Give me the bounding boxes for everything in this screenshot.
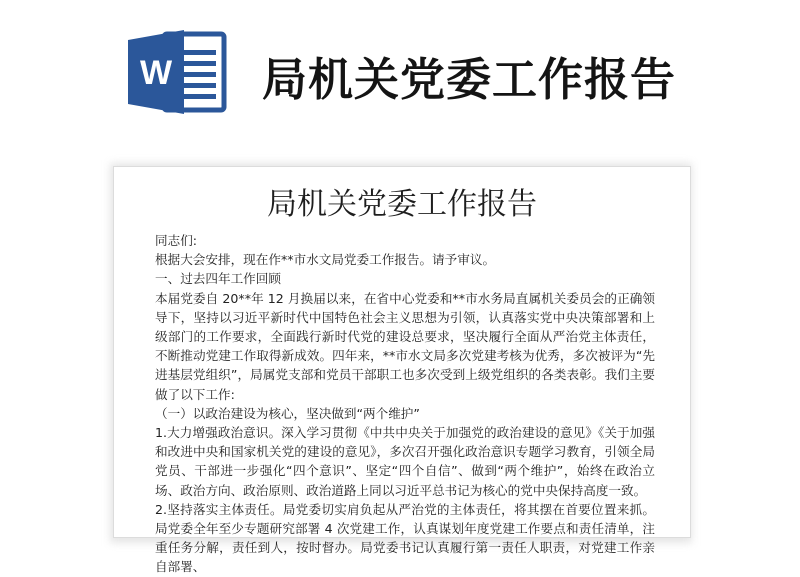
paragraph-item-1: 1.大力增强政治意识。深入学习贯彻《中共中央关于加强党的政治建设的意见》《关于加强和改进中央和国家机关党的建设的意见》，多次召开强化政治意识专题学习教育，引领全局党员、干部进一步强化“四个意识”、坚定“四个自信”、做到“两个维护”，始终在政治立场、政治方向、政治原则、政治道路上同以习近平总书记为核心的党中央保持高度一致。: [155, 425, 655, 498]
word-document-icon: [128, 30, 228, 114]
paragraph-intro: 根据大会安排，现在作**市水文局党委工作报告。请予审议。: [155, 252, 496, 268]
page-title: 局机关党委工作报告: [262, 53, 677, 106]
document-title: 局机关党委工作报告: [267, 187, 537, 222]
section-heading: 一、过去四年工作回顾: [155, 271, 281, 287]
paragraph-item-2: 2.坚持落实主体责任。局党委切实肩负起从严治党的主体责任，将其摆在首要位置来抓。局党委全年至少专题研究部署 4 次党建工作，认真谋划年度党建工作要点和责任清单，注重任务分解，责任到人，按时督办。局党委书记认真履行第一责任人职责，对党建工作亲自部署、: [155, 501, 655, 575]
subsection-heading: （一）以政治建设为核心，坚决做到“两个维护”: [155, 405, 420, 421]
paragraph-greeting: 同志们:: [155, 233, 198, 248]
header: [0, 0, 800, 150]
paragraph-review: 本届党委自 20**年 12 月换届以来，在省中心党委和**市水务局直属机关委员会的正确领导下，坚持以习近平新时代中国特色社会主义思想为引领，认真落实党中央决策部署和上级部门的工作要求，全面践行新时代党的建设总要求，坚决履行全面从严治党主体责任，不断推动党建工作取得新成效。四年来，**市水文局多次党建考核为优秀，多次被评为“先进基层党组织”，局属党支部和党员干部职工也多次受到上级党组织的各类表彰。我们主要做了以下工作:: [155, 290, 655, 402]
document-preview: [113, 166, 691, 575]
document-body: [155, 231, 655, 577]
word-icon-letter: W: [139, 54, 173, 92]
